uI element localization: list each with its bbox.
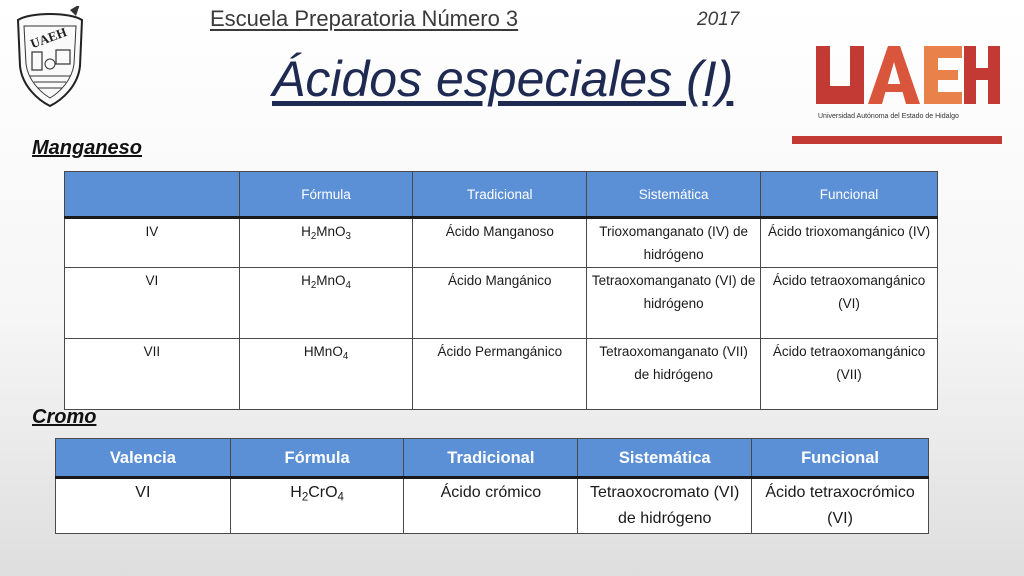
year: 2017: [697, 9, 740, 30]
sistematica-cell: Trioxomanganato (IV) de hidrógeno: [587, 218, 761, 268]
table-row: [65, 268, 938, 339]
table-header-cell: Sistemática: [587, 172, 761, 218]
table-header-cell: Funcional: [761, 172, 938, 218]
sistematica-cell: Tetraoxomanganato (VII) de hidrógeno: [587, 339, 761, 410]
formula-cell: $H_2MnO_4$: [239, 268, 413, 339]
table-row: [65, 339, 938, 410]
table-header-cell: Fórmula: [230, 439, 404, 478]
funcional-cell: Ácido tetraxocrómico (VI): [752, 478, 929, 534]
uaeh-logo: [792, 40, 1002, 148]
table-header-cell: Tradicional: [413, 172, 587, 218]
school-name: Escuela Preparatoria Número 3: [210, 6, 519, 31]
formula-cell: $H_2MnO_3$: [239, 218, 413, 268]
table-header-cell: Tradicional: [404, 439, 578, 478]
logo-bar: [792, 136, 1002, 144]
funcional-cell: Ácido tetraoxomangánico (VII): [761, 339, 938, 410]
valencia-cell: IV: [65, 218, 240, 268]
seal-text: UAEH: [28, 24, 69, 52]
tradicional-cell: Ácido Mangánico: [413, 268, 587, 339]
table-header-cell: [65, 172, 240, 218]
tradicional-cell: Ácido Manganoso: [413, 218, 587, 268]
funcional-cell: Ácido tetraoxomangánico (VI): [761, 268, 938, 339]
logo-subtitle: Universidad Autónoma del Estado de Hidalgo: [818, 113, 959, 120]
valencia-cell: VII: [65, 339, 240, 410]
formula-cell: $H_2CrO_4$: [230, 478, 404, 534]
valencia-cell: VI: [65, 268, 240, 339]
manganeso-heading: Manganeso: [32, 137, 143, 159]
tradicional-cell: Ácido crómico: [404, 478, 578, 534]
cromo-heading: Cromo: [32, 406, 97, 428]
page-title: Ácidos especiales (I): [272, 51, 734, 107]
cromo-table: [55, 438, 929, 534]
table-header-cell: Valencia: [56, 439, 231, 478]
formula-cell: HMnO$_4$: [239, 339, 413, 410]
table-row: [65, 218, 938, 268]
sistematica-cell: Tetraoxocromato (VI) de hidrógeno: [578, 478, 752, 534]
table-row: [56, 478, 929, 534]
school-seal: [10, 6, 90, 108]
valencia-cell: VI: [56, 478, 231, 534]
table-header-cell: Funcional: [752, 439, 929, 478]
tradicional-cell: Ácido Permangánico: [413, 339, 587, 410]
funcional-cell: Ácido trioxomangánico (IV): [761, 218, 938, 268]
table-header-cell: Fórmula: [239, 172, 413, 218]
manganeso-table: [64, 171, 938, 410]
sistematica-cell: Tetraoxomanganato (VI) de hidrógeno: [587, 268, 761, 339]
table-header-cell: Sistemática: [578, 439, 752, 478]
